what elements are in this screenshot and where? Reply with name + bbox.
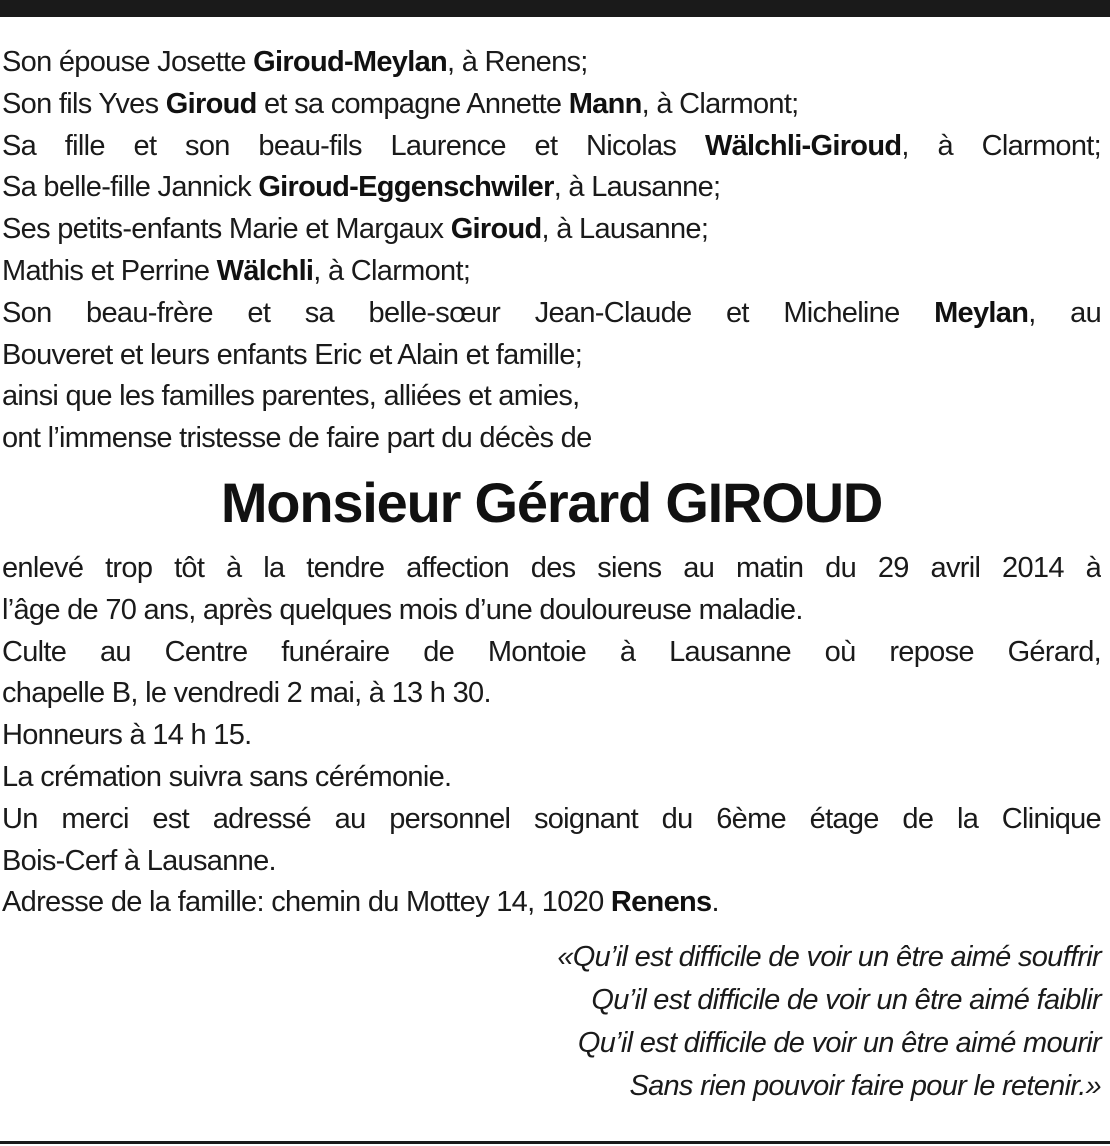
closing-poem xyxy=(2,936,1101,1108)
text-run: Son épouse Josette xyxy=(2,46,254,78)
poem-line: «Qu’il est difficile de voir un être aimé souffrir xyxy=(557,941,1101,974)
text-line xyxy=(2,42,1101,84)
bold-name: Wälchli xyxy=(216,254,314,287)
bold-name: Wälchli-Giroud xyxy=(704,129,902,162)
text-run: ont l’immense tristesse de faire part du décès de xyxy=(2,422,592,455)
text-line xyxy=(2,84,1101,126)
text-line xyxy=(2,590,1101,632)
text-run: Son fils Yves xyxy=(2,87,166,120)
top-rule xyxy=(0,0,1110,17)
text-line xyxy=(2,167,1101,209)
text-run: Bouveret et leurs enfants Eric et Alain et famille; xyxy=(2,338,583,371)
text-run: ainsi que les familles parentes, alliées et amies, xyxy=(2,380,580,413)
text-run: Sa belle-fille Jannick xyxy=(2,171,259,204)
bold-name: Giroud-Eggenschwiler xyxy=(258,171,554,204)
text-line xyxy=(2,882,1101,924)
bottom-rule xyxy=(0,1141,1110,1144)
bold-name: Giroud xyxy=(165,87,257,120)
text-run: Mathis et Perrine xyxy=(2,254,217,287)
text-line xyxy=(2,251,1101,293)
text-line xyxy=(2,335,1101,377)
text-run: , au xyxy=(1028,296,1101,329)
text-run: , à Clarmont; xyxy=(901,129,1101,162)
text-run: , à Renens; xyxy=(447,46,588,78)
text-run: Adresse de la famille: chemin du Mottey 14, 1020 xyxy=(2,886,611,919)
bold-name: Meylan xyxy=(934,296,1029,329)
bold-name: Renens xyxy=(610,886,712,919)
funeral-details xyxy=(2,548,1101,924)
text-run: , à Lausanne; xyxy=(541,213,709,246)
text-run: Ses petits-enfants Marie et Margaux xyxy=(2,213,451,246)
text-line xyxy=(2,293,1101,335)
text-line xyxy=(2,632,1101,674)
bold-name: Giroud xyxy=(450,213,542,246)
text-run: . xyxy=(711,886,719,919)
text-line xyxy=(2,715,1101,757)
text-line xyxy=(2,673,1101,715)
text-run: Bois-Cerf à Lausanne. xyxy=(2,844,276,877)
text-run: Honneurs à 14 h 15. xyxy=(2,719,252,752)
text-run: , à Clarmont; xyxy=(641,87,799,120)
text-line xyxy=(2,126,1101,168)
text-run: Un merci est adressé au personnel soignant du 6ème étage de la Clinique xyxy=(2,802,1101,835)
poem-line: Qu’il est difficile de voir un être aimé faiblir xyxy=(591,984,1101,1017)
text-line xyxy=(2,548,1101,590)
text-run: Sa fille et son beau-fils Laurence et Nicolas xyxy=(2,129,705,162)
text-run: enlevé trop tôt à la tendre affection des siens au matin du 29 avril 2014 à xyxy=(2,551,1101,584)
text-run: et sa compagne Annette xyxy=(256,87,569,120)
text-run: , à Clarmont; xyxy=(313,254,471,287)
text-run: l’âge de 70 ans, après quelques mois d’une douloureuse maladie. xyxy=(2,593,803,626)
text-line xyxy=(2,209,1101,251)
text-run: , à Lausanne; xyxy=(553,171,721,204)
bold-name: Giroud-Meylan xyxy=(253,46,448,78)
text-line xyxy=(2,799,1101,841)
text-run: Culte au Centre funéraire de Montoie à Lausanne où repose Gérard, xyxy=(2,635,1101,668)
obituary-notice xyxy=(2,42,1101,1108)
family-announcement xyxy=(2,42,1101,460)
poem-line: Qu’il est difficile de voir un être aimé mourir xyxy=(577,1027,1101,1060)
text-line xyxy=(2,757,1101,799)
poem-line: Sans rien pouvoir faire pour le retenir.» xyxy=(629,1070,1101,1103)
text-run: chapelle B, le vendredi 2 mai, à 13 h 30. xyxy=(2,677,491,710)
deceased-name: Monsieur Gérard GIROUD xyxy=(220,470,883,534)
bold-name: Mann xyxy=(568,87,642,120)
text-run: Son beau-frère et sa belle-sœur Jean-Claude et Micheline xyxy=(2,296,935,329)
text-run: La crémation suivra sans cérémonie. xyxy=(2,760,452,793)
text-line xyxy=(2,841,1101,883)
text-line xyxy=(2,376,1101,418)
text-line xyxy=(2,418,1101,460)
